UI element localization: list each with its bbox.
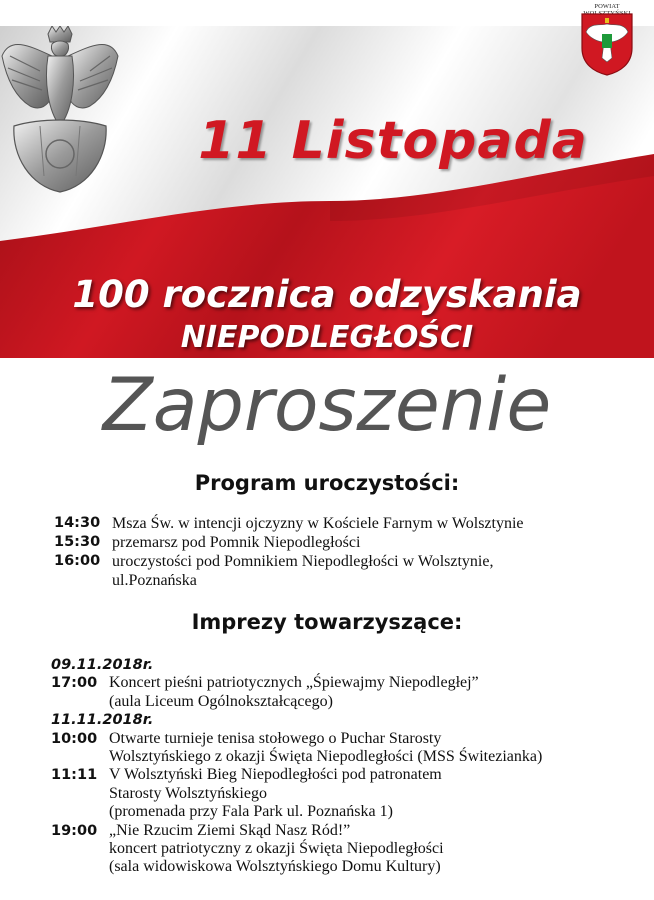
program-text: Msza Św. w intencji ojczyzny w Kościele Farnym w Wolsztynie [112, 515, 524, 532]
eagle-emblem-icon [0, 26, 120, 196]
program-time: 14:30 [54, 515, 101, 531]
events-heading: Imprezy towarzyszące: [191, 610, 463, 634]
event-time: 19:00 [51, 822, 98, 839]
event-text: Otwarte turnieje tenisa stołowego o Puchar Starosty [109, 729, 442, 747]
program-item [54, 552, 634, 571]
program-list [54, 514, 634, 590]
county-crest [574, 0, 640, 78]
event-text: „Nie Rzucim Ziemi Skąd Nasz Ród!” [109, 821, 351, 839]
program-text: przemarsz pod Pomnik Niepodległości [112, 534, 361, 551]
event-item [51, 822, 641, 840]
program-item [54, 514, 634, 533]
flag-banner [0, 26, 654, 358]
event-time: 17:00 [51, 675, 98, 692]
event-text: V Wolsztyński Bieg Niepodległości pod patronatem [109, 766, 442, 784]
event-item [51, 674, 641, 692]
event-item [51, 766, 641, 784]
event-time: 11:11 [51, 767, 98, 784]
event-text-continued: (promenada przy Fala Park ul. Poznańska 1) [109, 803, 393, 821]
event-text-continued: Starosty Wolsztyńskiego [109, 784, 267, 802]
events-list [51, 656, 641, 877]
event-date: 11.11.2018r. [51, 712, 154, 729]
program-text-continued: ul.Poznańska [112, 572, 197, 589]
anniversary-title: 100 rocznica odzyskania [72, 273, 582, 316]
program-item [54, 533, 634, 552]
program-heading: Program uroczystości: [194, 471, 460, 495]
program-time: 16:00 [54, 553, 101, 569]
event-text-continued: Wolsztyńskiego z okazji Święta Niepodległości (MSS Świtezianka) [109, 748, 543, 766]
crest-label: POWIAT [594, 3, 620, 10]
invitation-title: Zaproszenie [102, 363, 552, 448]
program-text: uroczystości pod Pomnikiem Niepodległości w Wolsztynie, [112, 553, 494, 570]
event-time: 10:00 [51, 730, 98, 747]
date-title: 11 Listopada [198, 111, 588, 171]
county-coat-of-arms-icon [580, 12, 634, 76]
program-time: 15:30 [54, 534, 101, 550]
event-text-continued: koncert patriotyczny z okazji Święta Niepodległości [109, 840, 444, 858]
event-text: Koncert pieśni patriotycznych „Śpiewajmy Niepodległej” [109, 674, 479, 692]
event-date: 09.11.2018r. [51, 657, 154, 673]
event-text-continued: (sala widowiskowa Wolsztyńskiego Domu Kultury) [109, 858, 441, 876]
event-text-continued: (aula Liceum Ogólnokształcącego) [109, 692, 333, 710]
event-item [51, 730, 641, 748]
independence-title: NIEPODLEGŁOŚCI [180, 320, 474, 355]
